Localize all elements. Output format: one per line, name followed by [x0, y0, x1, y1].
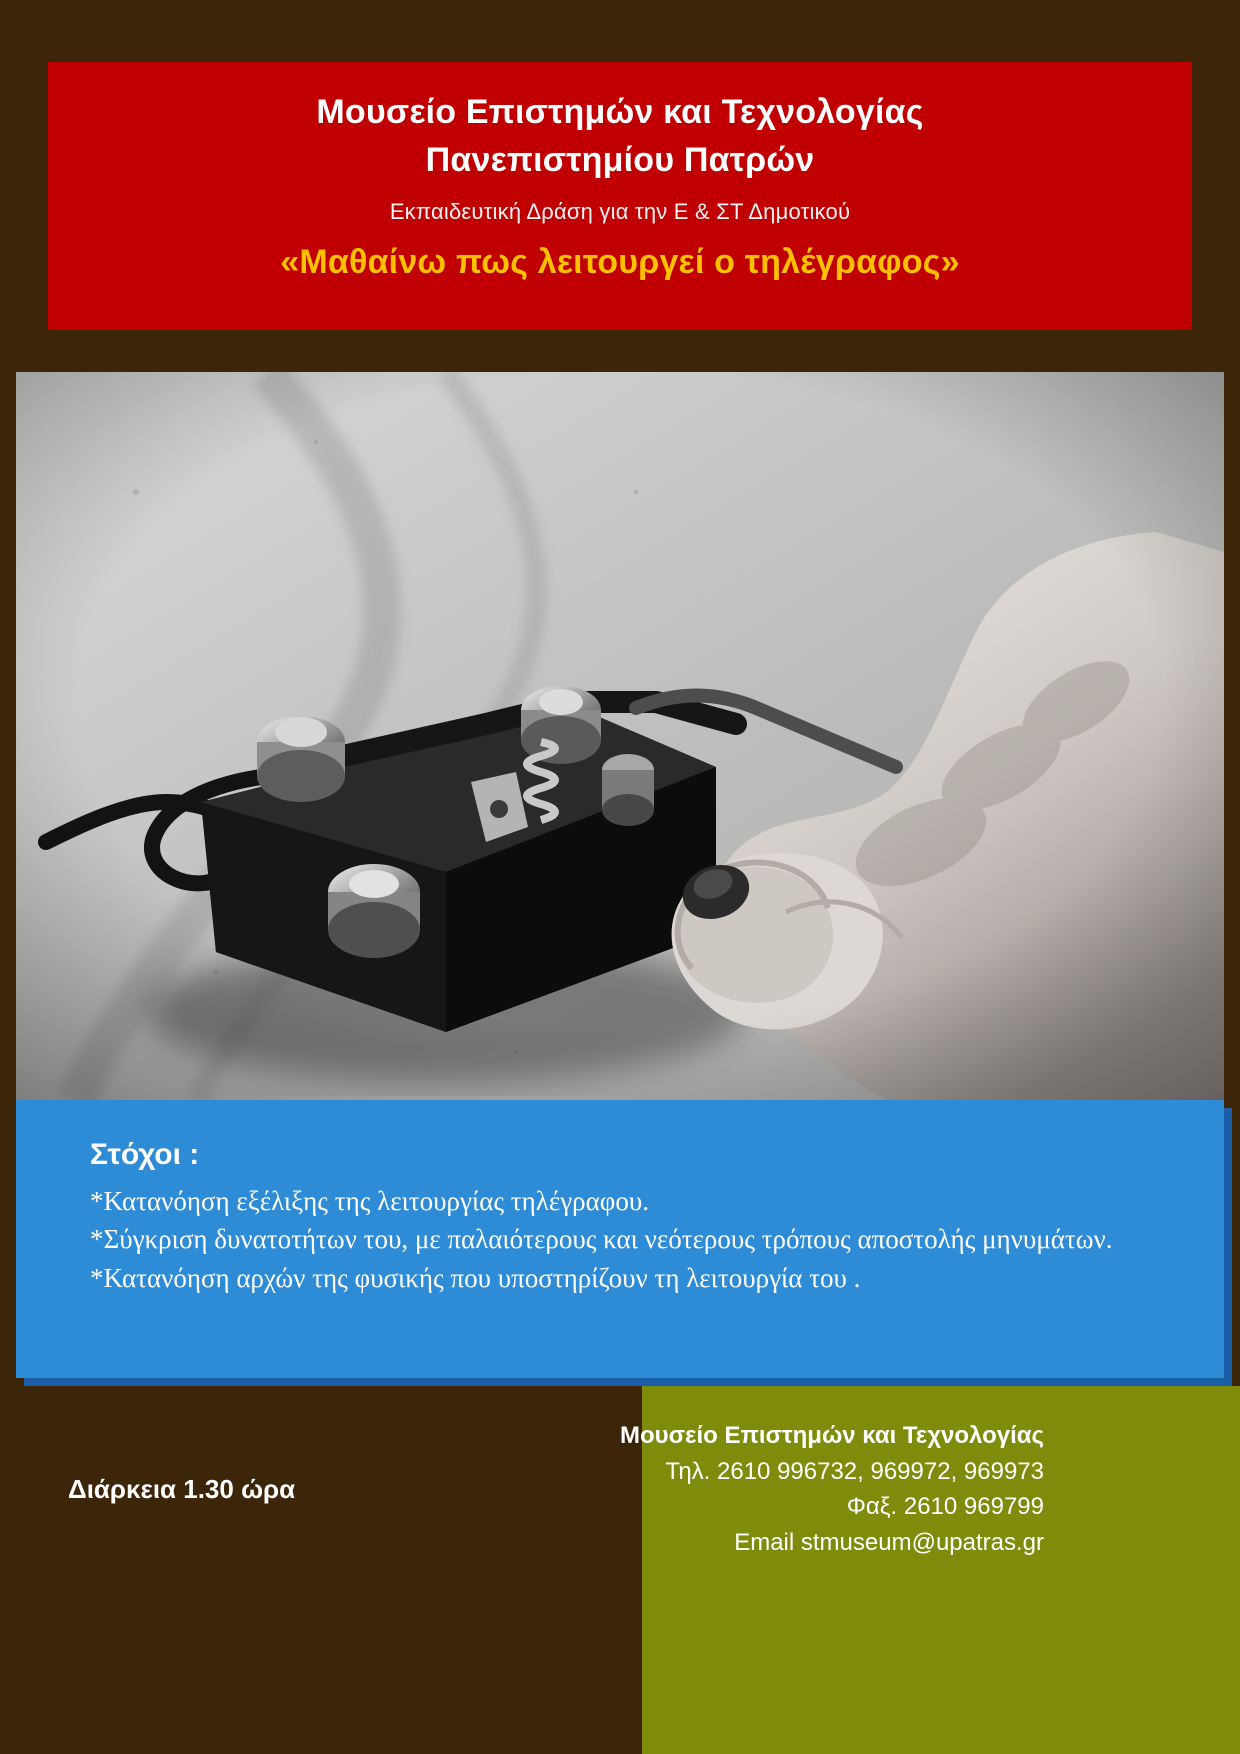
- telegraph-photo-illustration: [16, 372, 1224, 1100]
- footer-duration-band: [0, 1386, 396, 1754]
- objective-item-2: *Σύγκριση δυνατοτήτων του, με παλαιότερους και νεότερους τρόπους αποστολής μηνυμάτων.: [90, 1224, 1113, 1255]
- objective-item-3: *Κατανόηση αρχών της φυσικής που υποστηρίζουν τη λειτουργία του .: [90, 1262, 861, 1293]
- contact-fax: Φαξ. 2610 969799: [846, 1493, 1044, 1521]
- contact-phone: Τηλ. 2610 996732, 969972, 969973: [665, 1457, 1044, 1485]
- contact-email: Email stmuseum@upatras.gr: [734, 1528, 1044, 1556]
- header-banner: [48, 62, 1192, 330]
- contact-block: [484, 1418, 1044, 1560]
- contact-museum-name: Μουσείο Επιστημών και Τεχνολογίας: [620, 1422, 1044, 1449]
- objectives-title: Στόχοι :: [90, 1138, 200, 1171]
- museum-title-line2: Πανεπιστημίου Πατρών: [425, 141, 815, 180]
- activity-title: «Μαθαίνω πως λειτουργεί ο τηλέγραφος»: [280, 242, 960, 281]
- duration-text: Διάρκεια 1.30 ώρα: [68, 1474, 296, 1504]
- header-subtitle: Εκπαιδευτική Δράση για την Ε & ΣΤ Δημοτικού: [389, 198, 851, 224]
- museum-title-line1: Μουσείο Επιστημών και Τεχνολογίας: [316, 93, 924, 131]
- telegraph-photo: [16, 372, 1224, 1100]
- objective-item-1: *Κατανόηση εξέλιξης της λειτουργίας τηλέγραφου.: [90, 1186, 649, 1216]
- objectives-panel: [16, 1100, 1224, 1378]
